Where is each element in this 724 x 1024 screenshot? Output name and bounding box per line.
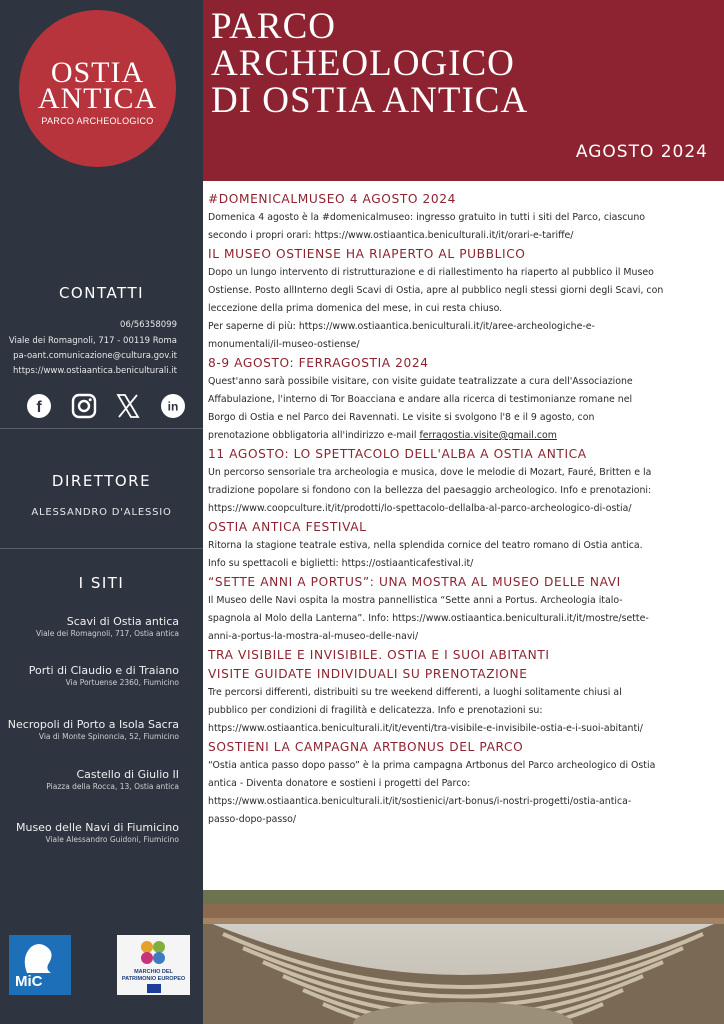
section-text: Il Museo delle Navi ospita la mostra pannellistica “Sette anni a Portus. Archeologia italo- (208, 595, 623, 606)
section-text: Ostiense. Posto allInterno degli Scavi di Ostia, apre al pubblico negli stessi giorni degli Scavi, con (208, 285, 664, 296)
header-banner (203, 0, 724, 181)
section-text[interactable]: secondo i propri orari: https://www.ostiaantica.beniculturali.it/it/orari-e-tariffe/ (208, 230, 574, 241)
section-museo-ostiense (208, 245, 716, 354)
section-text: Borgo di Ostia e nel Parco dei Ravennati. Le visite si svolgono l'8 e il 9 agosto, con (208, 412, 595, 423)
site-address: Via di Monte Spinoncia, 52, Fiumicino (38, 732, 179, 741)
section-text: Dopo un lungo intervento di ristrutturazione e di riallestimento ha riaperto al pubblico il Museo (208, 267, 654, 278)
section-text: Un percorso sensoriale tra archeologia e musica, dove le melodie di Mozart, Fauré, Britten e la (208, 467, 652, 478)
heritage-label-1: MARCHIO DEL (134, 969, 173, 975)
section-text: Tre percorsi differenti, distribuiti su tre weekend differenti, a luoghi solitamente chiusi al (208, 687, 622, 698)
contatti-website[interactable]: https://www.ostiaantica.beniculturali.it (13, 366, 177, 376)
site-item[interactable] (46, 768, 179, 792)
site-item[interactable] (29, 664, 179, 688)
site-item[interactable] (16, 821, 179, 845)
site-address: Via Portuense 2360, Fiumicino (65, 678, 179, 687)
section-title: “SETTE ANNI A PORTUS”: UNA MOSTRA AL MUSEO DELLE NAVI (208, 575, 621, 589)
site-address: Viale dei Romagnoli, 717, Ostia antica (36, 629, 179, 638)
title-line-2: ARCHEOLOGICO (211, 43, 515, 84)
email-link[interactable]: ferragostia.visite@gmail.com (419, 430, 557, 441)
mic-emblem-icon (9, 937, 71, 977)
site-name: Porti di Claudio e di Traiano (28, 664, 179, 677)
section-spettacolo-alba (208, 445, 716, 518)
linkedin-icon[interactable] (160, 393, 186, 419)
mic-logo[interactable] (9, 935, 71, 995)
footer-logos (0, 935, 203, 1005)
site-name: Necropoli di Porto a Isola Sacra (7, 718, 179, 731)
section-title: OSTIA ANTICA FESTIVAL (208, 520, 367, 534)
siti-heading: I SITI (78, 574, 125, 592)
section-visite-guidate (208, 665, 716, 738)
section-ferragostia (208, 354, 716, 445)
section-text: Domenica 4 agosto è la #domenicalmuseo: ingresso gratuito in tutti i siti del Parco, ciascuno (208, 212, 646, 223)
section-title: TRA VISIBILE E INVISIBILE. OSTIA E I SUOI ABITANTI (208, 648, 550, 662)
page-title (211, 8, 528, 119)
section-text: pubblico per condizioni di fragilità e delicatezza. Info e prenotazioni su: (208, 705, 543, 716)
section-title: IL MUSEO OSTIENSE HA RIAPERTO AL PUBBLICO (208, 247, 526, 261)
section-title: #DOMENICALMUSEO 4 AGOSTO 2024 (208, 192, 456, 206)
site-name: Scavi di Ostia antica (66, 615, 179, 628)
section-title: 8-9 AGOSTO: FERRAGOSTIA 2024 (208, 356, 429, 370)
social-links (26, 393, 186, 419)
svg-text:f: f (36, 399, 42, 416)
ostia-antica-logo[interactable] (19, 10, 176, 167)
section-title: VISITE GUIDATE INDIVIDUALI SU PRENOTAZIONE (208, 667, 528, 681)
facebook-icon[interactable] (26, 393, 52, 419)
section-text: antica - Diventa donatore e sostieni i progetti del Parco: (208, 778, 471, 789)
section-text[interactable]: monumentali/il-museo-ostiense/ (208, 339, 360, 350)
section-text[interactable]: anni-a-portus-la-mostra-al-museo-delle-navi/ (208, 631, 419, 642)
section-visibile-invisibile (208, 646, 716, 665)
title-line-1: PARCO (211, 6, 336, 47)
sidebar-divider (0, 428, 203, 429)
issue-date: AGOSTO 2024 (575, 142, 708, 162)
site-item[interactable] (36, 615, 179, 639)
heritage-label-2: PATRIMONIO EUROPEO (121, 976, 186, 982)
contatti-heading: CONTATTI (58, 284, 145, 302)
theatre-photo (203, 890, 724, 1024)
section-text[interactable]: spagnola al Molo della Lanterna”. Info: https://www.ostiaantica.beniculturali.it/it/mostre/sette- (208, 613, 649, 624)
section-text: tradizione popolare si fondono con la bellezza del paesaggio archeologico. Info e prenotazioni: (208, 485, 652, 496)
eu-flag-icon (147, 984, 161, 993)
site-address: Piazza della Rocca, 13, Ostia antica (46, 782, 179, 791)
section-title: 11 AGOSTO: LO SPETTACOLO DELL'ALBA A OSTIA ANTICA (208, 447, 587, 461)
instagram-icon[interactable] (71, 393, 97, 419)
site-name: Castello di Giulio II (76, 768, 179, 781)
section-text: “Ostia antica passo dopo passo” è la prima campagna Artbonus del Parco archeologico di Ostia (208, 760, 656, 771)
sidebar-divider (0, 548, 203, 549)
section-text (208, 427, 716, 445)
logo-line2: ANTICA (37, 82, 158, 115)
x-icon[interactable] (115, 393, 141, 419)
section-text: Quest'anno sarà possibile visitare, con visite guidate teatralizzate a cura dell'Associazione (208, 376, 633, 387)
heritage-flower-icon (117, 937, 190, 969)
site-item[interactable] (8, 718, 179, 742)
section-text[interactable]: https://www.coopculture.it/it/prodotti/lo-spettacolo-dellalba-al-parco-archeologico-di-ostia/ (208, 503, 632, 514)
site-address: Viale Alessandro Guidoni, Fiumicino (45, 835, 179, 844)
section-text: Ritorna la stagione teatrale estiva, nella splendida cornice del teatro romano di Ostia antica. (208, 540, 643, 551)
section-artbonus (208, 738, 716, 829)
section-domenicalmuseo (208, 190, 716, 245)
section-sette-anni-portus (208, 573, 716, 646)
section-title: SOSTIENI LA CAMPAGNA ARTBONUS DEL PARCO (208, 740, 524, 754)
section-text[interactable]: https://www.ostiaantica.beniculturali.it/it/eventi/tra-visibile-e-invisibile-ostia-e-i-suoi-abitanti/ (208, 723, 643, 734)
contatti-address: Viale dei Romagnoli, 717 - 00119 Roma (8, 336, 177, 346)
direttore-name: ALESSANDRO D'ALESSIO (31, 507, 172, 518)
title-line-3: DI OSTIA ANTICA (211, 80, 529, 121)
site-name: Museo delle Navi di Fiumicino (15, 821, 179, 834)
section-text-prefix: prenotazione obbligatoria all'indirizzo e-mail (208, 430, 420, 441)
section-text[interactable]: Info su spettacoli e biglietti: https://ostiaanticafestival.it/ (208, 558, 474, 569)
section-text: Affabulazione, l'interno di Tor Boacciana e andare alla ricerca di testimonianze romane nel (208, 394, 633, 405)
contatti-phone[interactable]: 06/56358099 (120, 320, 177, 330)
logo-subtitle: PARCO ARCHEOLOGICO (41, 116, 154, 126)
sidebar (0, 0, 203, 1024)
section-text: leccezione della prima domenica del mese, in cui resta chiuso. (208, 303, 503, 314)
direttore-heading: DIRETTORE (51, 472, 152, 490)
section-festival (208, 518, 716, 573)
svg-text:in: in (167, 399, 179, 414)
logo-line1: OSTIA (50, 56, 145, 89)
newsletter-content (208, 190, 716, 829)
section-text[interactable]: Per saperne di più: https://www.ostiaantica.beniculturali.it/it/aree-archeologiche-e- (208, 321, 595, 332)
mic-label: MiC (15, 973, 43, 990)
section-text[interactable]: passo-dopo-passo/ (208, 814, 297, 825)
european-heritage-logo[interactable] (117, 935, 190, 995)
contatti-email[interactable]: pa-oant.comunicazione@cultura.gov.it (13, 351, 177, 361)
section-text[interactable]: https://www.ostiaantica.beniculturali.it/it/sostienici/art-bonus/i-nostri-progetti/ostia-antica- (208, 796, 632, 807)
